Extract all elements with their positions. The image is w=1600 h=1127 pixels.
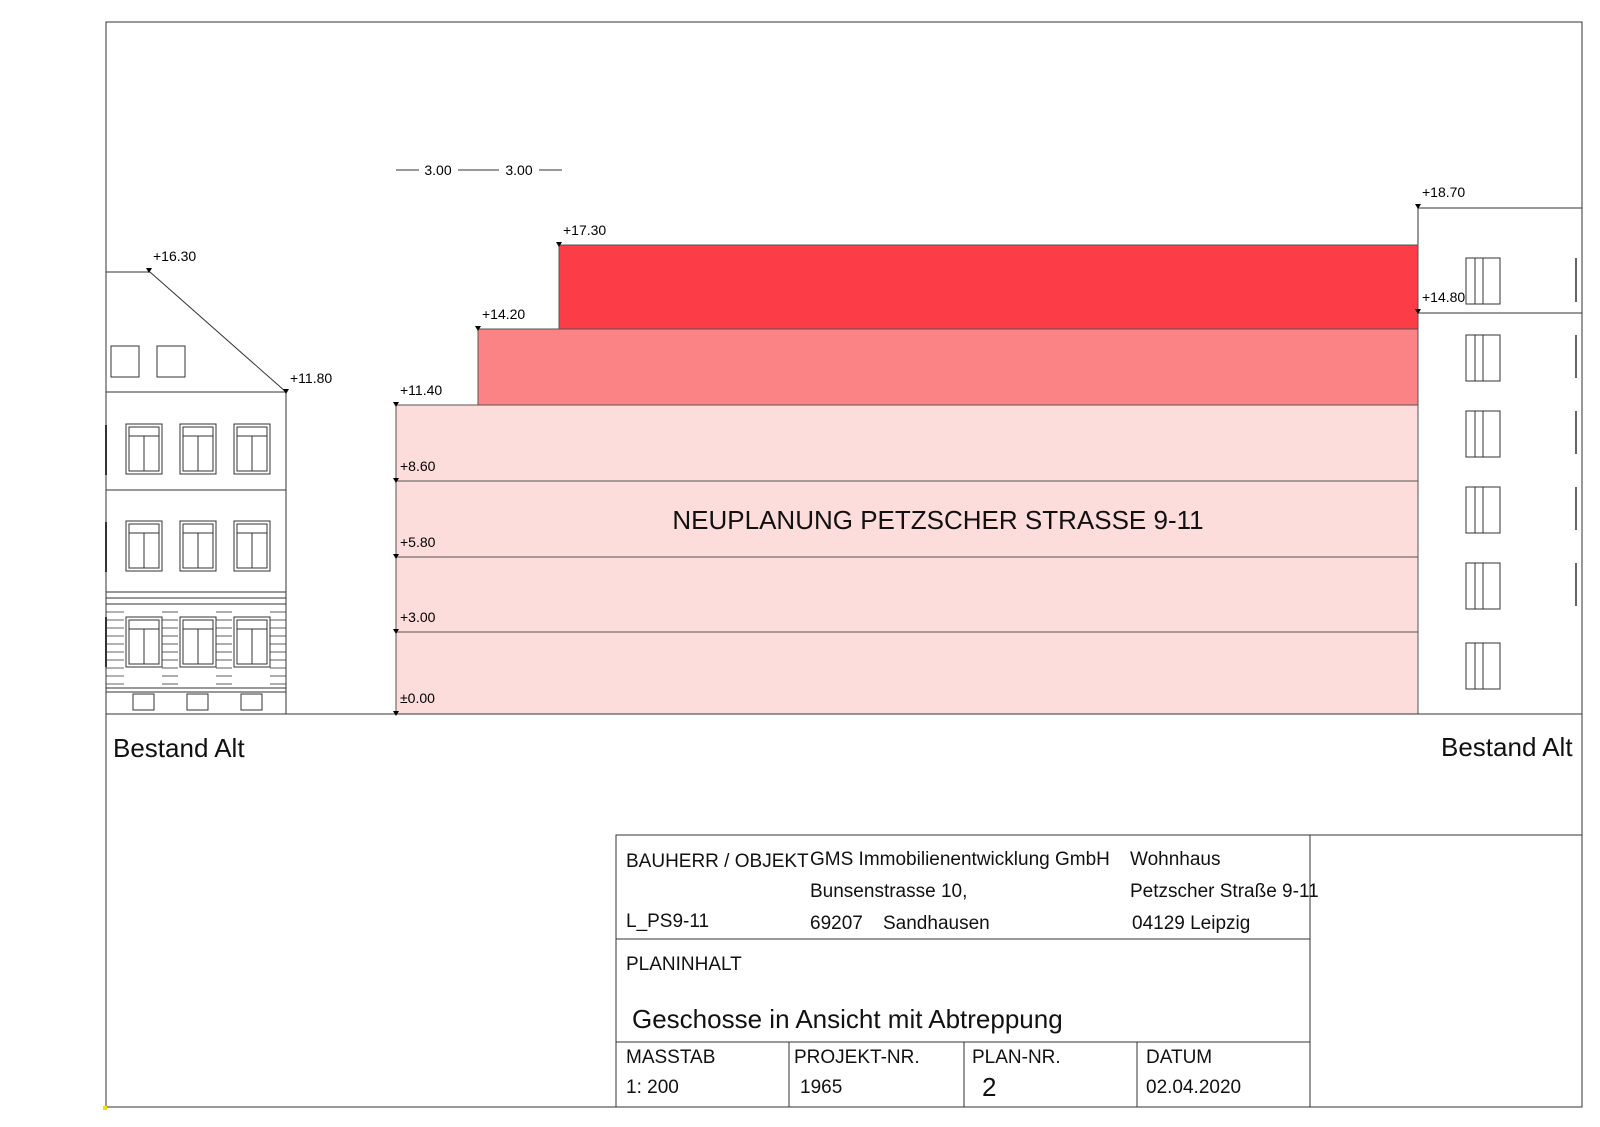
tb-datum-label: DATUM: [1146, 1047, 1213, 1068]
window: [180, 424, 216, 474]
level-1630: +16.30: [153, 248, 197, 264]
dimension-2: 3.00: [505, 162, 533, 178]
window: [1466, 563, 1500, 609]
tb-project-code: L_PS9-11: [626, 911, 710, 932]
level-1480: +14.80: [1422, 289, 1466, 305]
window: [180, 521, 216, 571]
left-building-windows: [106, 424, 286, 684]
window: [126, 424, 162, 474]
window: [1466, 643, 1500, 689]
level-300: +3.00: [400, 609, 436, 625]
tb-plan-label: PLAN-NR.: [972, 1047, 1061, 1068]
tb-object-street: Petzscher Straße 9-11: [1130, 881, 1319, 902]
window: [126, 521, 162, 571]
tb-masstab-label: MASSTAB: [626, 1047, 716, 1068]
corner-mark: [103, 1106, 107, 1110]
tb-bauherr-label: BAUHERR / OBJEKT: [626, 851, 809, 872]
tb-client-city: Sandhausen: [883, 913, 990, 934]
building-title: NEUPLANUNG PETZSCHER STRASSE 9-11: [672, 505, 1204, 535]
tb-planinhalt-value: Geschosse in Ansicht mit Abtreppung: [632, 1004, 1063, 1034]
window: [180, 617, 216, 667]
window: [1466, 258, 1500, 304]
tb-client-zip: 69207: [810, 913, 863, 934]
level-580: +5.80: [400, 534, 436, 550]
level-1420: +14.20: [482, 306, 526, 322]
window: [234, 617, 270, 667]
tb-projekt-label: PROJEKT-NR.: [794, 1047, 920, 1068]
window: [1466, 411, 1500, 457]
tb-client-name: GMS Immobilienentwicklung GmbH: [810, 849, 1110, 870]
level-860: +8.60: [400, 458, 436, 474]
label-existing-left: Bestand Alt: [113, 733, 245, 763]
new-floors-base: [396, 405, 1418, 714]
level-1140: +11.40: [400, 382, 443, 398]
level-1180: +11.80: [290, 370, 333, 386]
tb-object-city: 04129 Leipzig: [1132, 913, 1251, 934]
tb-client-street: Bunsenstrasse 10,: [810, 881, 968, 902]
tb-datum-value: 02.04.2020: [1146, 1077, 1242, 1098]
dimension-1: 3.00: [424, 162, 452, 178]
window: [234, 424, 270, 474]
window: [234, 521, 270, 571]
new-building: [396, 245, 1418, 714]
tb-masstab-value: 1: 200: [626, 1077, 679, 1098]
window: [1466, 487, 1500, 533]
label-existing-right: Bestand Alt: [1441, 732, 1573, 762]
tb-planinhalt-label: PLANINHALT: [626, 954, 742, 975]
tb-plan-value: 2: [982, 1072, 997, 1102]
setback-floor-2: [559, 245, 1418, 329]
window: [126, 617, 162, 667]
tb-projekt-value: 1965: [800, 1077, 843, 1098]
setback-floor-1: [478, 329, 1418, 405]
tb-object-name: Wohnhaus: [1130, 849, 1221, 870]
level-1870: +18.70: [1422, 184, 1466, 200]
right-building-windows: [1466, 258, 1500, 689]
level-000: ±0.00: [400, 690, 435, 706]
level-1730: +17.30: [563, 222, 607, 238]
window: [1466, 335, 1500, 381]
title-block: [616, 835, 1582, 1107]
existing-building-left: [106, 272, 286, 714]
